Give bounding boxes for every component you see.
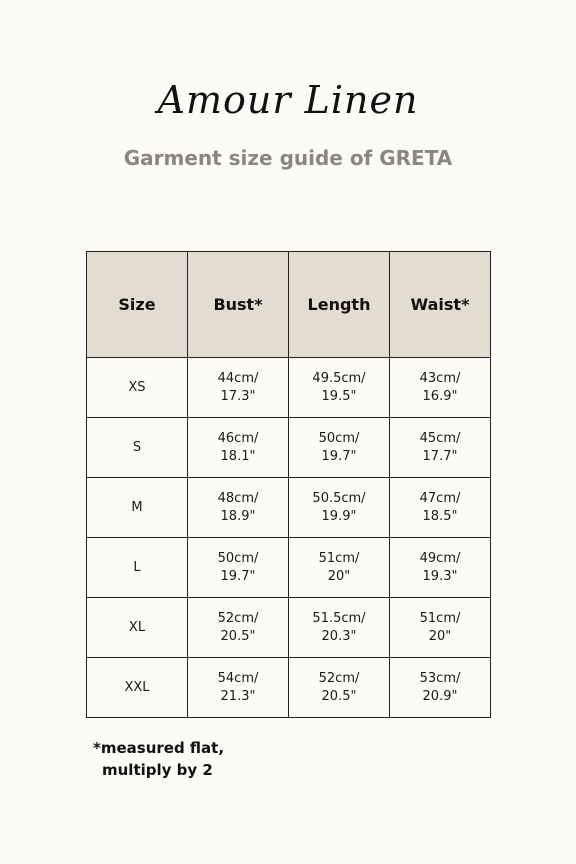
size-cell: XS [87, 358, 188, 418]
header-waist: Waist* [390, 252, 491, 358]
waist-cell: 43cm/ 16.9" [390, 358, 491, 418]
bust-cell: 50cm/ 19.7" [188, 538, 289, 598]
brand-logo: Amour Linen [157, 78, 419, 122]
bust-cell: 52cm/ 20.5" [188, 598, 289, 658]
footnote-line-1: *measured flat, [93, 739, 225, 757]
bust-cell: 54cm/ 21.3" [188, 658, 289, 718]
length-cell: 52cm/ 20.5" [289, 658, 390, 718]
header-length: Length [289, 252, 390, 358]
table-row [87, 538, 491, 598]
table-row [87, 358, 491, 418]
page-title: Garment size guide of GRETA [123, 146, 453, 170]
size-cell: S [87, 418, 188, 478]
footnote [93, 737, 224, 781]
waist-cell: 51cm/ 20" [390, 598, 491, 658]
header-size: Size [87, 252, 188, 358]
table-row [87, 658, 491, 718]
header-bust: Bust* [188, 252, 289, 358]
footnote-line-2: multiply by 2 [102, 761, 213, 779]
bust-cell: 46cm/ 18.1" [188, 418, 289, 478]
bust-cell: 48cm/ 18.9" [188, 478, 289, 538]
waist-cell: 45cm/ 17.7" [390, 418, 491, 478]
waist-cell: 47cm/ 18.5" [390, 478, 491, 538]
length-cell: 50.5cm/ 19.9" [289, 478, 390, 538]
size-cell: M [87, 478, 188, 538]
table-row [87, 418, 491, 478]
table-row [87, 598, 491, 658]
size-cell: L [87, 538, 188, 598]
table-row [87, 478, 491, 538]
bust-cell: 44cm/ 17.3" [188, 358, 289, 418]
size-table [86, 251, 491, 718]
length-cell: 51cm/ 20" [289, 538, 390, 598]
size-cell: XL [87, 598, 188, 658]
size-cell: XXL [87, 658, 188, 718]
waist-cell: 53cm/ 20.9" [390, 658, 491, 718]
length-cell: 51.5cm/ 20.3" [289, 598, 390, 658]
length-cell: 50cm/ 19.7" [289, 418, 390, 478]
table-header-row [87, 252, 491, 358]
waist-cell: 49cm/ 19.3" [390, 538, 491, 598]
length-cell: 49.5cm/ 19.5" [289, 358, 390, 418]
